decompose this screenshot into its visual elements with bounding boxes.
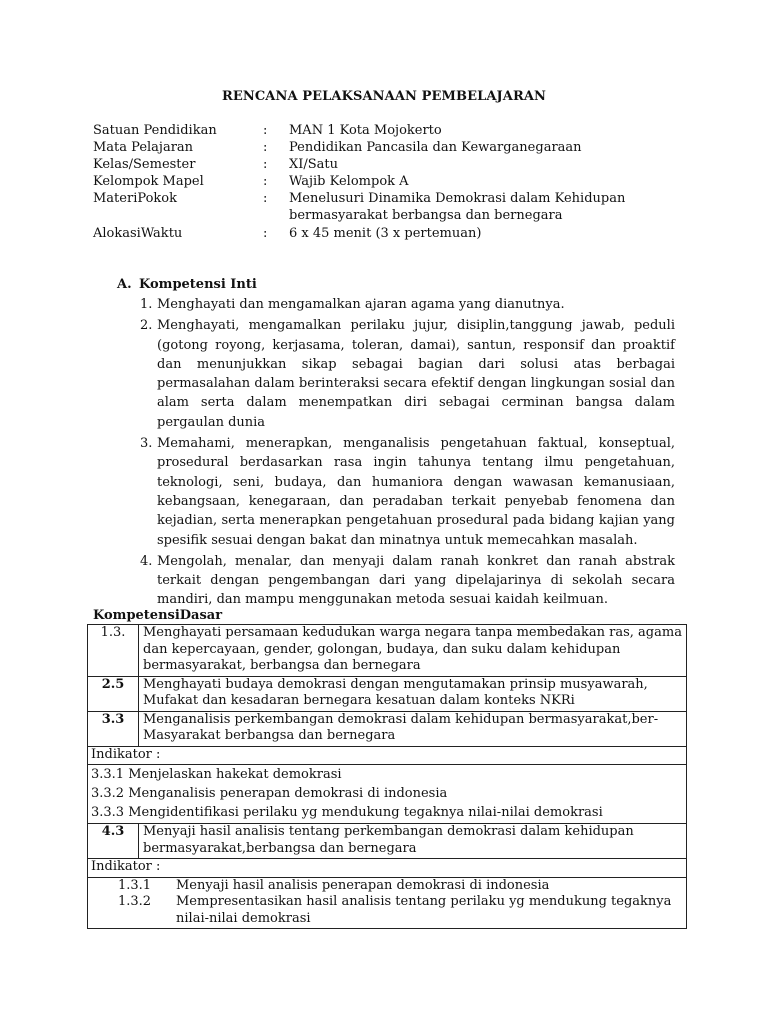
kd-code: 1.3. [88, 625, 139, 677]
indikator-item: 3.3.2 Menganalisis penerapan demokrasi di indonesia [91, 786, 448, 801]
info-row-satuan [93, 122, 649, 139]
info-value: Wajib Kelompok A [289, 174, 409, 189]
table-row [88, 676, 687, 711]
info-label: MateriPokok [93, 191, 177, 206]
indikator-code: 1.3.1 [118, 877, 152, 893]
list-text: Menghayati dan mengamalkan ajaran agama yang dianutnya. [157, 297, 565, 312]
kd-code: 3.3 [88, 711, 139, 746]
indikator-item [91, 894, 686, 927]
indikator-label: Indikator : [88, 859, 687, 878]
list-number: 1. [140, 297, 153, 312]
indikator-item: 3.3.3 Mengidentifikasi perilaku yg mendukung tegaknya nilai-nilai demokrasi [91, 805, 603, 820]
info-label: Mata Pelajaran [93, 140, 194, 155]
list-text: Memahami, menerapkan, menganalisis pengetahuan faktual, konseptual, prosedural berdasarkan rasa ingin tahunya tentang ilmu pengetahuan, teknologi, seni, budaya, dan humaniora dengan wawasan kemanusiaan, kebangsaan, kenegaraan, dan peradaban terkait penyebab fenomena dan kejadian, serta menerapkan pengetahuan prosedural pada bidang kajian yang spesifik sesuai dengan bakat dan minatnya untuk memecahkan masalah. [157, 436, 675, 548]
list-number: 4. [140, 553, 153, 569]
kd-code: 2.5 [88, 676, 139, 711]
list-item [140, 434, 675, 550]
document-title: RENCANA PELAKSANAAN PEMBELAJARAN [221, 89, 547, 104]
table-row [88, 746, 687, 765]
info-value: 6 x 45 menit (3 x pertemuan) [289, 226, 482, 241]
info-row-materi [93, 190, 649, 224]
table-row [88, 824, 687, 859]
indikator-list [88, 765, 687, 824]
kd-text: Menghayati persamaan kedudukan warga negara tanpa membedakan ras, agama dan kepercayaan, gender, golongan, budaya, dan suku dalam kehidupan bermasyarakat, berbangsa dan bernegara [139, 625, 687, 677]
table-row [88, 765, 687, 824]
indikator-list [88, 877, 687, 929]
kd-text: Menyaji hasil analisis tentang perkembangan demokrasi dalam kehidupan bermasyarakat,berbangsa dan bernegara [139, 824, 687, 859]
table-row [88, 877, 687, 929]
indikator-item: 3.3.1 Menjelaskan hakekat demokrasi [91, 767, 342, 782]
kompetensi-inti-heading [117, 276, 257, 293]
indikator-text-cont: nilai-nilai demokrasi [176, 910, 311, 926]
info-row-kelas [93, 156, 649, 173]
info-value: Pendidikan Pancasila dan Kewarganegaraan [289, 140, 582, 155]
info-colon: : [263, 157, 268, 172]
info-value: MAN 1 Kota Mojokerto [289, 123, 442, 138]
info-row-kelompok [93, 173, 649, 190]
kompetensi-inti-list [140, 295, 675, 612]
table-row [88, 625, 687, 677]
info-value: XI/Satu [289, 157, 339, 172]
list-item [140, 295, 675, 314]
indikator-code: 1.3.2 [118, 894, 152, 909]
table-row [88, 711, 687, 746]
indikator-text-block [176, 894, 686, 927]
indikator-item [91, 878, 686, 895]
info-label: Satuan Pendidikan [93, 123, 217, 138]
list-number: 3. [140, 436, 153, 452]
info-colon: : [263, 174, 268, 189]
list-text: Menghayati, mengamalkan perilaku jujur, disiplin,tanggung jawab, peduli (gotong royong, kerjasama, toleran, damai), santun, responsif dan proaktif dan menunjukkan sikap sebagai bagian dari solusi atas berbagai permasalahan dalam berinteraksi secara efektif dengan lingkungan sosial dan alam serta dalam menempatkan diri sebagai cerminan bangsa dalam pergaulan dunia [157, 318, 675, 430]
info-row-alokasi [93, 225, 649, 242]
info-value: Menelusuri Dinamika Demokrasi dalam Kehidupan bermasyarakat berbangsa dan bernegara [289, 191, 626, 223]
indikator-label: Indikator : [88, 746, 687, 765]
list-item [140, 316, 675, 432]
info-colon: : [263, 140, 268, 155]
info-label: Kelas/Semester [93, 157, 196, 172]
list-number: 2. [140, 318, 153, 334]
kompetensi-dasar-table [87, 624, 687, 929]
kompetensi-dasar-heading: KompetensiDasar [93, 608, 223, 623]
info-colon: : [263, 191, 268, 206]
indikator-text: Menyaji hasil analisis penerapan demokrasi di indonesia [176, 877, 550, 893]
info-colon: : [263, 226, 268, 241]
kd-code: 4.3 [88, 824, 139, 859]
list-text: Mengolah, menalar, dan menyaji dalam ranah konkret dan ranah abstrak terkait dengan pengembangan dari yang dipelajarinya di sekolah secara mandiri, dan mampu menggunakan metoda sesuai kaidah keilmuan. [157, 553, 675, 608]
kd-text: Menghayati budaya demokrasi dengan mengutamakan prinsip musyawarah, Mufakat dan kesadaran bernegara kesatuan dalam konteks NKRi [139, 676, 687, 711]
identity-block [93, 122, 649, 242]
info-colon: : [263, 123, 268, 138]
section-title: Kompetensi Inti [139, 277, 257, 292]
indikator-text: Mempresentasikan hasil analisis tentang perilaku yg mendukung tegaknya [176, 894, 672, 909]
list-item [140, 552, 675, 610]
info-label: Kelompok Mapel [93, 174, 204, 189]
info-row-mapel [93, 139, 649, 156]
kd-text: Menganalisis perkembangan demokrasi dalam kehidupan bermasyarakat,ber-Masyarakat berbangsa dan bernegara [139, 711, 687, 746]
section-letter: A. [117, 277, 132, 292]
info-label: AlokasiWaktu [93, 226, 183, 241]
table-row [88, 859, 687, 878]
